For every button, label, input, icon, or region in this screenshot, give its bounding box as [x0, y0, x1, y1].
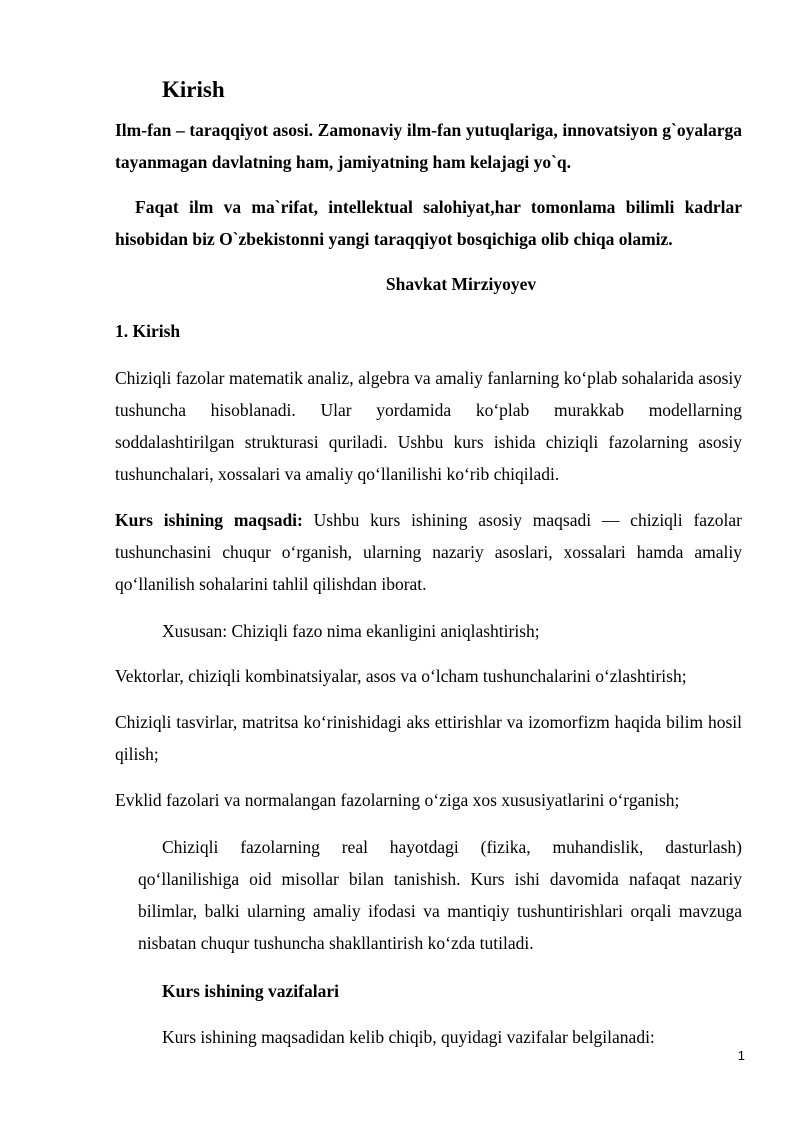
tasks-title: Kurs ishining vazifalari — [162, 981, 339, 1001]
section-title: 1. Kirish — [115, 321, 181, 341]
indented-paragraph: Chiziqli fazolarning real hayotdagi (fizika, muhandislik, dasturlash) qo‘llanilishiga oid misollar bilan tanishish. Kurs ishi davomida nafaqat nazariy bilimlar, balki ularning amaliy ifodasi va mantiqiy tushuntirishlari orqali mavzuga nisbatan chuqur tushuncha shakllantirish ko‘zda tutiladi. — [138, 837, 742, 953]
list-item: Evklid fazolari va normalangan fazolarning o‘ziga xos xususiyatlarini o‘rganish; — [115, 790, 680, 810]
list-item: Vektorlar, chiziqli kombinatsiyalar, asos va o‘lcham tushunchalarini o‘zlashtirish; — [115, 666, 687, 686]
tasks-intro: Kurs ishining maqsadidan kelib chiqib, quyidagi vazifalar belgilanadi: — [162, 1027, 655, 1047]
page-heading: Kirish — [162, 77, 225, 102]
page-number: 1 — [737, 1048, 745, 1063]
list-item: Chiziqli tasvirlar, matritsa ko‘rinishidagi aks ettirishlar va izomorfizm haqida bilim hosil qilish; — [115, 712, 742, 764]
list-item: Xususan: Chiziqli fazo nima ekanligini aniqlashtirish; — [162, 621, 540, 641]
intro-paragraph: Chiziqli fazolar matematik analiz, algebra va amaliy fanlarning ko‘plab sohalarida asosiy tushuncha hisoblanadi. Ular yordamida ko‘plab murakkab modellarning soddalashtirilgan strukturasi quriladi. Ushbu kurs ishida chiziqli fazolarning asosiy tushunchalari, xossalari va amaliy qo‘llanilishi ko‘rib chiqiladi. — [115, 368, 742, 484]
goal-label: Kurs ishining maqsadi: — [115, 510, 303, 530]
goal-paragraph — [115, 504, 742, 600]
epigraph-author — [0, 268, 800, 300]
epigraph-author-text: Shavkat Mirziyoyev — [385, 274, 537, 294]
epigraph-quote-1: Ilm-fan – taraqqiyot asosi. Zamonaviy ilm-fan yutuqlariga, innovatsiyon g`oyalarga tayanmagan davlatning ham, jamiyatning ham kelajagi yo`q. — [115, 120, 742, 172]
goal-text: Ushbu kurs ishining asosiy maqsadi — chiziqli fazolar tushunchasini chuqur o‘rganish, ularning nazariy asoslari, xossalari hamda amaliy qo‘llanilish sohalarini tahlil qilishdan iborat. — [115, 510, 743, 594]
epigraph-quote-2: Faqat ilm va ma`rifat, intellektual salohiyat,har tomonlama bilimli kadrlar hisobidan biz O`zbekistonni yangi taraqqiyot bosqichiga olib chiqa olamiz. — [115, 197, 742, 249]
